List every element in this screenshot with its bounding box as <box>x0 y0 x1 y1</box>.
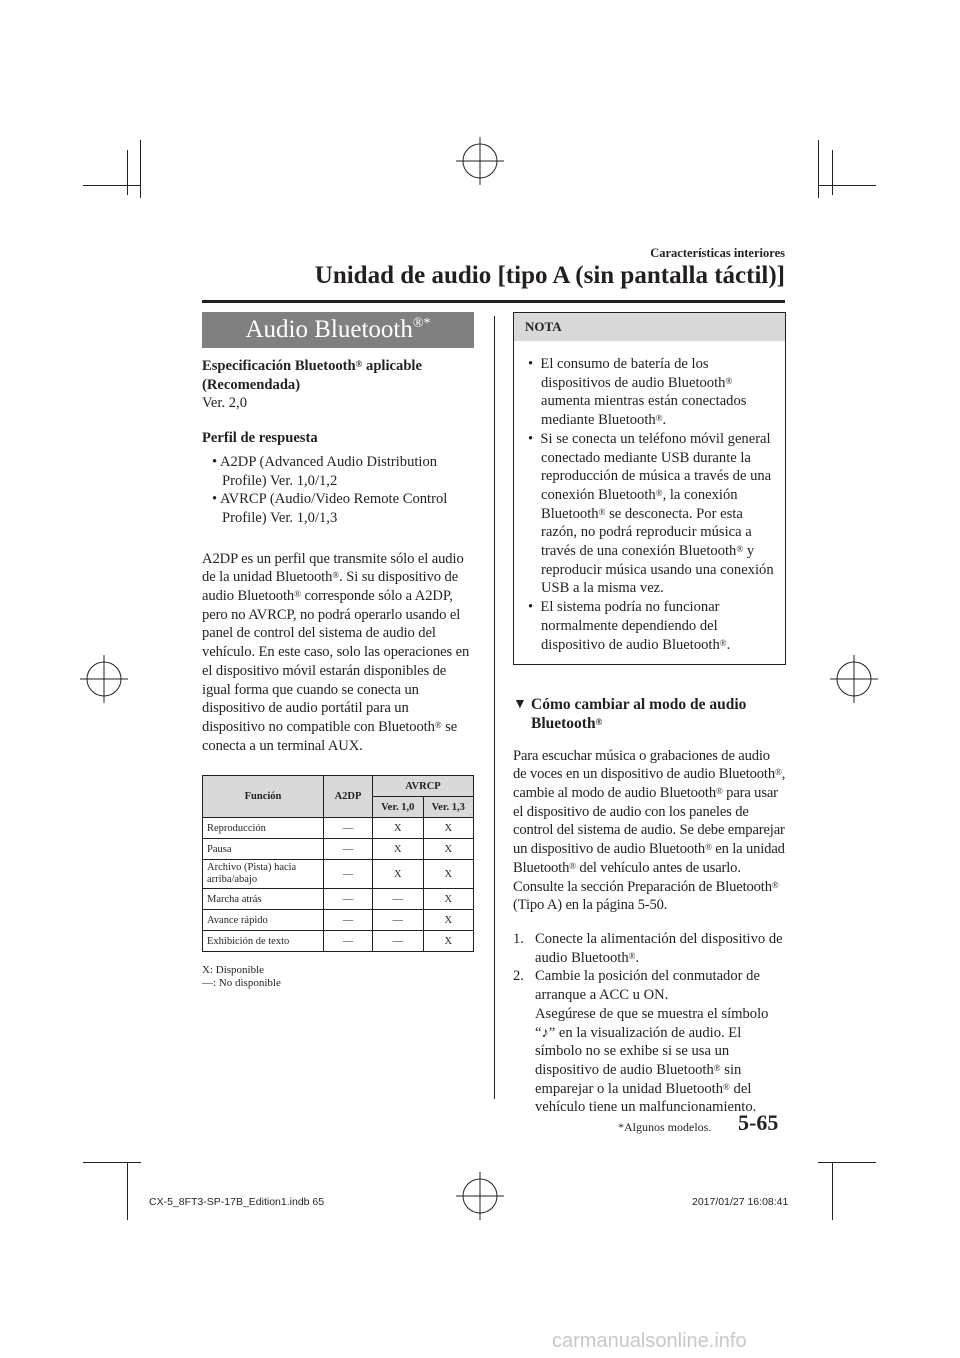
page-number: 5-65 <box>738 1110 779 1135</box>
note-item: • El consumo de batería de los dispositivos de audio Bluetooth® aumenta mientras están conectados mediante Bluetooth®. <box>528 356 747 429</box>
profile-heading: Perfil de respuesta <box>202 430 318 447</box>
spec-version: Ver. 2,0 <box>202 395 247 412</box>
list-item: • A2DP (Advanced Audio Distribution Profile) Ver. 1,0/1,2 <box>212 453 438 489</box>
spec-heading: Especificación Bluetooth® aplicable (Recomendada) <box>202 358 422 393</box>
table-row: Archivo (Pista) hacia arriba/abajo — X X <box>203 860 474 889</box>
note-box <box>513 312 786 665</box>
crop-mark <box>83 1162 141 1163</box>
crop-mark <box>832 150 833 195</box>
table-row: Pausa — X X <box>203 839 474 860</box>
column-divider <box>494 316 495 1099</box>
header-rule <box>202 300 785 303</box>
crop-mark <box>818 185 876 186</box>
table-header: Función <box>203 776 324 818</box>
legend-available: X: Disponible <box>202 964 265 977</box>
crop-mark <box>832 1162 833 1220</box>
registration-mark <box>80 655 128 703</box>
table-header: Ver. 1,3 <box>423 797 474 818</box>
banner-sup: ®* <box>412 316 431 331</box>
note-item: • El sistema podría no funcionar normalmente dependiendo del dispositivo de audio Bluetooth®. <box>528 599 731 653</box>
table-header: Ver. 1,0 <box>373 797 424 818</box>
legend-unavailable: —: No disponible <box>202 976 281 989</box>
body-paragraph: A2DP es un perfil que transmite sólo el audio de la unidad Bluetooth®. Si su dispositivo de audio Bluetooth® corresponde sólo a A2DP, pero no AVRCP, no podrá operarlo usando el panel de control del sistema de audio del vehículo. En este caso, solo las operaciones en el dispositivo móvil estarán disponibles de igual forma que cuando se conecta un dispositivo de audio portátil para un dispositivo no compatible con Bluetooth® se conecta a un terminal AUX. <box>202 550 470 754</box>
triangle-down-icon: ▼ <box>513 697 527 713</box>
list-item: 1. Conecte la alimentación del dispositivo de audio Bluetooth®. <box>513 930 783 966</box>
page-title: Unidad de audio [tipo A (sin pantalla táctil)] <box>314 262 785 289</box>
section-label: Características interiores <box>650 246 785 260</box>
registration-mark <box>456 1172 504 1220</box>
list-item: • AVRCP (Audio/Video Remote Control Profile) Ver. 1,0/1,3 <box>212 491 448 526</box>
banner-title: Audio Bluetooth <box>245 316 413 343</box>
right-column <box>513 312 786 1117</box>
watermark: carmanualsonline.info <box>552 1330 747 1352</box>
crop-mark <box>818 140 819 198</box>
registration-mark <box>830 655 878 703</box>
body-paragraph: Para escuchar música o grabaciones de audio de voces en un dispositivo de audio Bluetooth®, cambie al modo de audio Bluetooth® para usar el dispositivo de audio con los paneles de control del sistema de audio. Se debe emparejar un dispositivo de audio Bluetooth® en la unidad Bluetooth® del vehículo antes de usarlo. Consulte la sección Preparación de Bluetooth® (Tipo A) en la página 5-50. <box>513 747 786 914</box>
table-row: Exhibición de texto — — X <box>203 931 474 952</box>
crop-mark <box>818 1162 876 1163</box>
crop-mark <box>127 150 128 195</box>
crop-mark <box>140 140 141 198</box>
table-row: Reproducción — X X <box>203 818 474 839</box>
table-row: Marcha atrás — — X <box>203 889 474 910</box>
note-title: NOTA <box>514 313 785 341</box>
function-table <box>202 775 474 952</box>
left-column <box>202 312 474 989</box>
imprint-date: 2017/01/27 16:08:41 <box>692 1196 789 1208</box>
note-item: • Si se conecta un teléfono móvil general conectado mediante USB durante la reproducción de música a través de una conexión Bluetooth®, la conexión Bluetooth® se desconecta. Por esta razón, no podrá reproducir música a través de una conexión Bluetooth® y reproducir música usando una conexión USB a la misma vez. <box>528 430 774 597</box>
table-row: Avance rápido — — X <box>203 910 474 931</box>
footnote: *Algunos modelos. <box>618 1120 712 1134</box>
table-header: A2DP <box>324 776 373 818</box>
crop-mark <box>83 185 141 186</box>
music-note-icon: ♪ <box>541 1024 549 1041</box>
table-header: AVRCP <box>373 776 474 797</box>
list-item: 2. Cambie la posición del conmutador de arranque a ACC u ON. Asegúrese de que se muestra el símbolo “♪” en la visualización de audio. El símbolo no se exhibe si se usa un dispositivo de audio Bluetooth® sin emparejar o la unidad Bluetooth® del vehículo tiene un malfuncionamiento. <box>513 968 769 1116</box>
crop-mark <box>127 1162 128 1220</box>
section-banner <box>202 312 474 348</box>
imprint-file: CX-5_8FT3-SP-17B_Edition1.indb 65 <box>149 1196 325 1208</box>
registration-mark <box>456 137 504 185</box>
section-heading: Cómo cambiar al modo de audio Bluetooth® <box>531 696 747 732</box>
